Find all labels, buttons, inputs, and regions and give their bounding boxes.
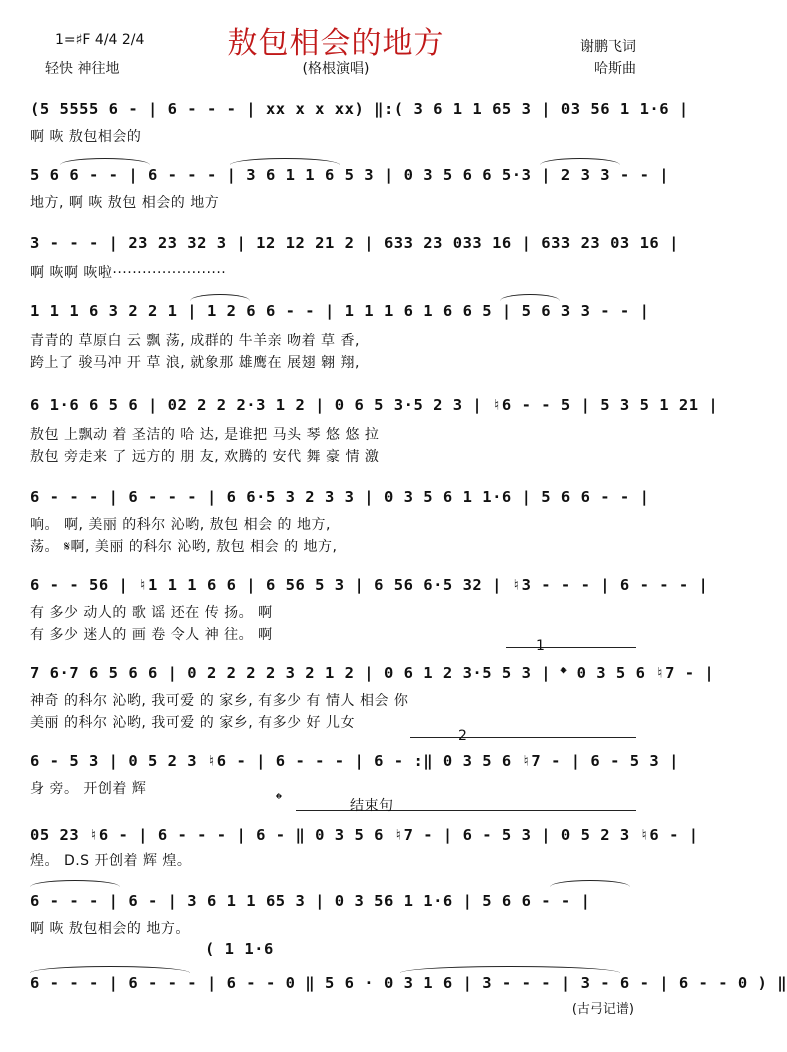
notation-line-4: 1 1 1 6 3 2 2 1 | 1 2 6 6 - - | 1 1 1 6 1 6 6 5 | 5 6 3 3 - - | <box>30 302 650 320</box>
first-ending-bracket <box>506 647 636 648</box>
coda-label: 结束句 <box>350 798 394 814</box>
lyric-line-7a: 有 多少 动人的 歌 谣 还在 传 扬。 啊 <box>30 605 273 621</box>
coda-icon: 𝄌 <box>276 790 282 810</box>
first-ending-number: 1 <box>536 638 545 654</box>
lyric-line-4b: 跨上了 骏马冲 开 草 浪, 就象那 雄鹰在 展翅 翱 翔, <box>30 355 360 371</box>
lyric-line-7b: 有 多少 迷人的 画 卷 令人 神 往。 啊 <box>30 627 273 643</box>
grace-notes: ( 1 1·6 <box>205 940 274 958</box>
lyric-line-8b: 美丽 的科尔 沁哟, 我可爱 的 家乡, 有多少 好 儿女 <box>30 715 356 731</box>
notation-line-12: 6 - - - | 6 - - - | 6 - - 0 ‖ 5 6 · 0 3 1 6 | 3 - - - | 3 - 6 - | 6 - - 0 ) ‖ <box>30 974 787 992</box>
lyric-line-6b: 荡。 𝄋啊, 美丽 的科尔 沁哟, 敖包 相会 的 地方, <box>30 539 338 555</box>
slur <box>550 880 630 887</box>
time-signature: 4/4 2/4 <box>94 32 145 48</box>
notation-line-5: 6 1·6 6 5 6 | 02 2 2 2·3 1 2 | 0 6 5 3·5 2 3 | ♮6 - - 5 | 5 3 5 1 21 | <box>30 396 719 414</box>
slur <box>30 880 120 887</box>
tempo-marking: 轻快 神往地 <box>45 61 120 77</box>
lyric-line-11: 啊 咴 敖包相会的 地方。 <box>30 921 190 937</box>
notation-line-2: 5 6 6 - - | 6 - - - | 3 6 1 1 6 5 3 | 0 3 5 6 6 5·3 | 2 3 3 - - | <box>30 166 670 184</box>
notation-line-11: 6 - - - | 6 - | 3 6 1 1 65 3 | 0 3 56 1 1·6 | 5 6 6 - - | <box>30 892 591 910</box>
slur <box>230 158 340 165</box>
lyric-line-9: 身 旁。 开创着 辉 <box>30 781 147 797</box>
slur <box>190 294 250 301</box>
lyric-line-3: 啊 咴啊 咴啦······················· <box>30 265 227 281</box>
lyric-line-10: 煌。 D.S 开创着 辉 煌。 <box>30 853 192 869</box>
notation-line-3: 3 - - - | 23 23 32 3 | 12 12 21 2 | 633 23 033 16 | 633 23 03 16 | <box>30 234 679 252</box>
coda-bracket <box>296 810 636 811</box>
notation-line-9: 6 - 5 3 | 0 5 2 3 ♮6 - | 6 - - - | 6 - :‖ 0 3 5 6 ♮7 - | 6 - 5 3 | <box>30 752 679 770</box>
slur <box>60 158 150 165</box>
notation-line-10: 05 23 ♮6 - | 6 - - - | 6 - ‖ 0 3 5 6 ♮7 - | 6 - 5 3 | 0 5 2 3 ♮6 - | <box>30 826 699 844</box>
key-label: 1=♯F <box>55 32 91 48</box>
lyric-line-1: 啊 咴 敖包相会的 <box>30 129 142 145</box>
notation-line-1: (5 5555 6 - | 6 - - - | xx x x xx) ‖:( 3 6 1 1 65 3 | 03 56 1 1·6 | <box>30 100 689 118</box>
lyric-line-8a: 神奇 的科尔 沁哟, 我可爱 的 家乡, 有多少 有 情人 相会 你 <box>30 693 409 709</box>
lyric-line-2: 地方, 啊 咴 敖包 相会的 地方 <box>30 195 220 211</box>
slur <box>400 966 620 973</box>
second-ending-bracket <box>410 737 636 738</box>
lyric-line-6a: 响。 啊, 美丽 的科尔 沁哟, 敖包 相会 的 地方, <box>30 517 331 533</box>
lyric-line-4a: 青青的 草原白 云 飘 荡, 成群的 牛羊亲 吻着 草 香, <box>30 333 360 349</box>
song-title: 敖包相会的地方 <box>227 26 445 61</box>
lyric-line-5b: 敖包 旁走来 了 远方的 朋 友, 欢腾的 安代 舞 豪 情 激 <box>30 449 380 465</box>
second-ending-number: 2 <box>458 728 467 744</box>
slur <box>540 158 620 165</box>
lyricist: 谢鹏飞词 <box>580 39 636 55</box>
notation-line-6: 6 - - - | 6 - - - | 6 6·5 3 2 3 3 | 0 3 5 6 1 1·6 | 5 6 6 - - | <box>30 488 650 506</box>
lyric-line-5a: 敖包 上飘动 着 圣洁的 哈 达, 是谁把 马头 琴 悠 悠 拉 <box>30 427 380 443</box>
slur <box>500 294 560 301</box>
notation-line-8: 7 6·7 6 5 6 6 | 0 2 2 2 2 3 2 1 2 | 0 6 1 2 3·5 5 3 | 𝄌 0 3 5 6 ♮7 - | <box>30 664 715 682</box>
notation-credit: (古弓记谱) <box>571 1002 634 1017</box>
notation-line-7: 6 - - 56 | ♮1 1 1 6 6 | 6 56 5 3 | 6 56 6·5 32 | ♮3 - - - | 6 - - - | <box>30 576 709 594</box>
composer: 哈斯曲 <box>594 61 636 77</box>
slur <box>30 966 190 973</box>
singer: (格根演唱) <box>302 61 370 77</box>
